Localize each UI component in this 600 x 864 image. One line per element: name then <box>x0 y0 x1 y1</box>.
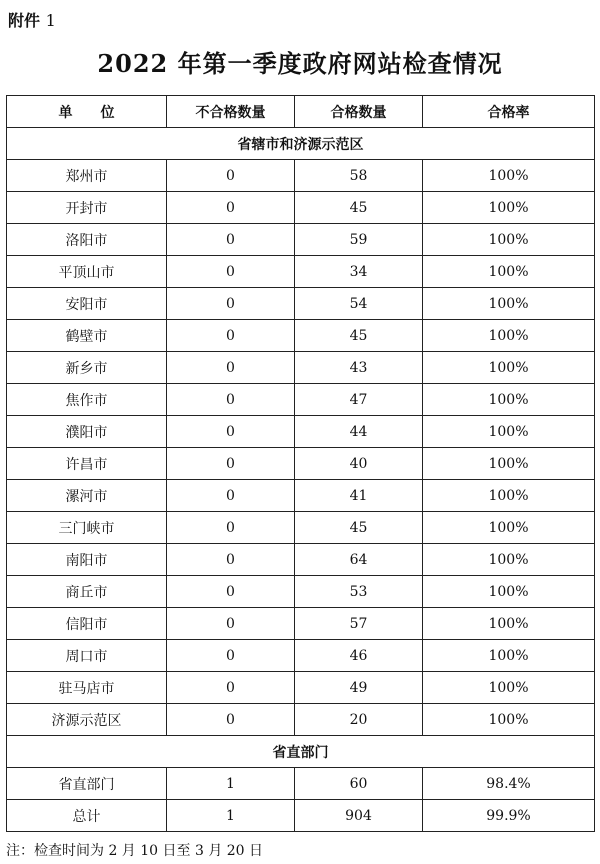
table-row <box>7 224 595 256</box>
qualified-count-cell: 45 <box>295 192 423 224</box>
qualified-count-cell: 53 <box>295 576 423 608</box>
attachment-number: 1 <box>45 11 56 30</box>
qualified-count-cell: 20 <box>295 704 423 736</box>
qualified-rate-cell: 100% <box>423 160 595 192</box>
unit-cell: 省直部门 <box>7 768 167 800</box>
qualified-count-cell: 41 <box>295 480 423 512</box>
qualified-count-cell: 45 <box>295 512 423 544</box>
qualified-count-cell: 64 <box>295 544 423 576</box>
section-row <box>7 736 595 768</box>
unqualified-count-cell: 0 <box>167 224 295 256</box>
qualified-rate-cell: 100% <box>423 224 595 256</box>
table-row <box>7 384 595 416</box>
header-qualified-rate: 合格率 <box>423 96 595 128</box>
qualified-rate-cell: 99.9% <box>423 800 595 832</box>
table-row <box>7 288 595 320</box>
qualified-rate-cell: 98.4% <box>423 768 595 800</box>
table-row <box>7 448 595 480</box>
header-unit: 单 位 <box>7 96 167 128</box>
qualified-count-cell: 60 <box>295 768 423 800</box>
unqualified-count-cell: 0 <box>167 288 295 320</box>
qualified-rate-cell: 100% <box>423 352 595 384</box>
unit-cell: 鹤壁市 <box>7 320 167 352</box>
table-row <box>7 480 595 512</box>
table-row <box>7 640 595 672</box>
table-body <box>7 128 595 832</box>
unit-cell: 平顶山市 <box>7 256 167 288</box>
table-row <box>7 576 595 608</box>
unit-cell: 新乡市 <box>7 352 167 384</box>
qualified-rate-cell: 100% <box>423 192 595 224</box>
qualified-count-cell: 59 <box>295 224 423 256</box>
qualified-count-cell: 58 <box>295 160 423 192</box>
unit-cell: 信阳市 <box>7 608 167 640</box>
table-row <box>7 512 595 544</box>
table-row <box>7 416 595 448</box>
unqualified-count-cell: 0 <box>167 576 295 608</box>
qualified-rate-cell: 100% <box>423 416 595 448</box>
unqualified-count-cell: 0 <box>167 352 295 384</box>
unqualified-count-cell: 0 <box>167 160 295 192</box>
qualified-rate-cell: 100% <box>423 256 595 288</box>
table-row <box>7 704 595 736</box>
table-row <box>7 256 595 288</box>
qualified-rate-cell: 100% <box>423 704 595 736</box>
table-header-row <box>7 96 595 128</box>
table-row <box>7 160 595 192</box>
unit-cell: 焦作市 <box>7 384 167 416</box>
unqualified-count-cell: 0 <box>167 544 295 576</box>
qualified-rate-cell: 100% <box>423 512 595 544</box>
unqualified-count-cell: 0 <box>167 448 295 480</box>
unit-cell: 漯河市 <box>7 480 167 512</box>
inspection-table <box>6 95 595 832</box>
unqualified-count-cell: 0 <box>167 416 295 448</box>
unit-cell: 三门峡市 <box>7 512 167 544</box>
footnote: 注：检查时间为 2 月 10 日至 3 月 20 日 <box>6 843 264 859</box>
qualified-rate-cell: 100% <box>423 544 595 576</box>
unqualified-count-cell: 0 <box>167 608 295 640</box>
unit-cell: 驻马店市 <box>7 672 167 704</box>
qualified-count-cell: 46 <box>295 640 423 672</box>
unqualified-count-cell: 0 <box>167 640 295 672</box>
qualified-rate-cell: 100% <box>423 384 595 416</box>
unit-cell: 濮阳市 <box>7 416 167 448</box>
qualified-rate-cell: 100% <box>423 480 595 512</box>
unqualified-count-cell: 0 <box>167 480 295 512</box>
qualified-rate-cell: 100% <box>423 576 595 608</box>
qualified-count-cell: 57 <box>295 608 423 640</box>
qualified-count-cell: 44 <box>295 416 423 448</box>
section-row <box>7 128 595 160</box>
qualified-count-cell: 34 <box>295 256 423 288</box>
unit-cell: 洛阳市 <box>7 224 167 256</box>
qualified-rate-cell: 100% <box>423 288 595 320</box>
qualified-count-cell: 904 <box>295 800 423 832</box>
qualified-rate-cell: 100% <box>423 608 595 640</box>
section-title: 省辖市和济源示范区 <box>7 128 595 160</box>
attachment-label <box>8 8 56 31</box>
unqualified-count-cell: 1 <box>167 800 295 832</box>
qualified-count-cell: 43 <box>295 352 423 384</box>
unqualified-count-cell: 0 <box>167 384 295 416</box>
unqualified-count-cell: 0 <box>167 704 295 736</box>
unit-cell: 济源示范区 <box>7 704 167 736</box>
qualified-count-cell: 40 <box>295 448 423 480</box>
page-title: 2022 年第一季度政府网站检查情况 <box>97 49 503 78</box>
qualified-count-cell: 49 <box>295 672 423 704</box>
attachment-text: 附件 <box>8 11 41 30</box>
qualified-rate-cell: 100% <box>423 672 595 704</box>
unqualified-count-cell: 0 <box>167 672 295 704</box>
qualified-rate-cell: 100% <box>423 448 595 480</box>
unit-cell: 商丘市 <box>7 576 167 608</box>
unqualified-count-cell: 0 <box>167 320 295 352</box>
qualified-count-cell: 54 <box>295 288 423 320</box>
unit-cell: 郑州市 <box>7 160 167 192</box>
unqualified-count-cell: 1 <box>167 768 295 800</box>
unqualified-count-cell: 0 <box>167 192 295 224</box>
table-row <box>7 320 595 352</box>
unit-cell: 开封市 <box>7 192 167 224</box>
table-row <box>7 768 595 800</box>
unqualified-count-cell: 0 <box>167 512 295 544</box>
unit-cell: 总计 <box>7 800 167 832</box>
section-title: 省直部门 <box>7 736 595 768</box>
header-qualified-count: 合格数量 <box>295 96 423 128</box>
qualified-rate-cell: 100% <box>423 640 595 672</box>
table-row <box>7 192 595 224</box>
qualified-count-cell: 47 <box>295 384 423 416</box>
unit-cell: 许昌市 <box>7 448 167 480</box>
table-row <box>7 672 595 704</box>
qualified-count-cell: 45 <box>295 320 423 352</box>
unit-cell: 周口市 <box>7 640 167 672</box>
unqualified-count-cell: 0 <box>167 256 295 288</box>
unit-cell: 安阳市 <box>7 288 167 320</box>
header-unqualified-count: 不合格数量 <box>167 96 295 128</box>
unit-cell: 南阳市 <box>7 544 167 576</box>
table-row <box>7 800 595 832</box>
table-row <box>7 352 595 384</box>
qualified-rate-cell: 100% <box>423 320 595 352</box>
table-row <box>7 608 595 640</box>
table-row <box>7 544 595 576</box>
